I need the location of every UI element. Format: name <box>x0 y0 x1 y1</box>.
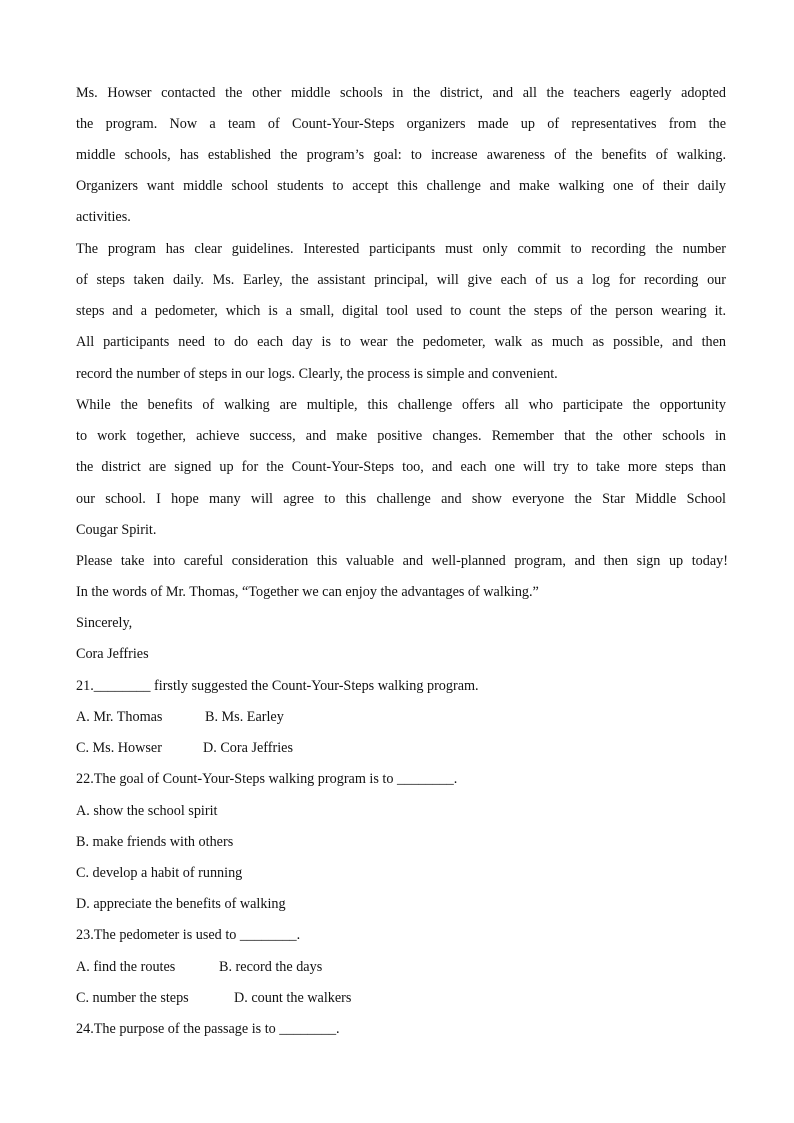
passage-line: activities. <box>76 209 131 225</box>
question-21-option-c: C. Ms. Howser <box>76 740 162 756</box>
question-21-option-d: D. Cora Jeffries <box>203 740 293 756</box>
question-22-option-c: C. develop a habit of running <box>76 865 243 881</box>
letter-signature: Cora Jeffries <box>76 646 149 662</box>
question-21-option-a: A. Mr. Thomas <box>76 709 163 725</box>
question-23-option-b: B. record the days <box>219 959 323 975</box>
passage-line: the program. Now a team of Count-Your-Steps organizers made up of representatives from the <box>76 116 726 132</box>
passage-line: Please take into careful consideration this valuable and well-planned program, and then sign up today! <box>76 553 728 569</box>
question-23-option-c: C. number the steps <box>76 990 189 1006</box>
question-22-option-a: A. show the school spirit <box>76 803 218 819</box>
passage-line: The program has clear guidelines. Interested participants must only commit to recording the number <box>76 241 726 257</box>
question-23-option-d: D. count the walkers <box>234 990 352 1006</box>
passage-line: record the number of steps in our logs. Clearly, the process is simple and convenient. <box>76 366 558 382</box>
passage-line: our school. I hope many will agree to this challenge and show everyone the Star Middle School <box>76 491 726 507</box>
question-23-option-a: A. find the routes <box>76 959 176 975</box>
question-24-stem: 24.The purpose of the passage is to ________. <box>76 1021 340 1037</box>
passage-line: steps and a pedometer, which is a small, digital tool used to count the steps of the person wearing it. <box>76 303 726 319</box>
passage-line: to work together, achieve success, and make positive changes. Remember that the other schools in <box>76 428 726 444</box>
letter-closing: Sincerely, <box>76 615 133 631</box>
question-22-stem: 22.The goal of Count-Your-Steps walking program is to ________. <box>76 771 458 787</box>
question-21-stem: 21.________ firstly suggested the Count-Your-Steps walking program. <box>76 678 479 694</box>
passage-line: middle schools, has established the program’s goal: to increase awareness of the benefits of walking. <box>76 147 726 163</box>
passage-line: Ms. Howser contacted the other middle schools in the district, and all the teachers eagerly adopted <box>76 85 726 101</box>
passage-line: of steps taken daily. Ms. Earley, the assistant principal, will give each of us a log for recording our <box>76 272 726 288</box>
question-22-option-b: B. make friends with others <box>76 834 234 850</box>
question-23-stem: 23.The pedometer is used to ________. <box>76 927 301 943</box>
passage-line: While the benefits of walking are multiple, this challenge offers all who participate the opportunity <box>76 397 726 413</box>
passage-line: All participants need to do each day is to wear the pedometer, walk as much as possible, and then <box>76 334 726 350</box>
question-21-option-b: B. Ms. Earley <box>205 709 284 725</box>
passage-line: the district are signed up for the Count-Your-Steps too, and each one will try to take more steps than <box>76 459 726 475</box>
question-22-option-d: D. appreciate the benefits of walking <box>76 896 286 912</box>
passage-line: Organizers want middle school students to accept this challenge and make walking one of their daily <box>76 178 726 194</box>
passage-line: In the words of Mr. Thomas, “Together we can enjoy the advantages of walking.” <box>76 584 539 600</box>
passage-line: Cougar Spirit. <box>76 522 157 538</box>
